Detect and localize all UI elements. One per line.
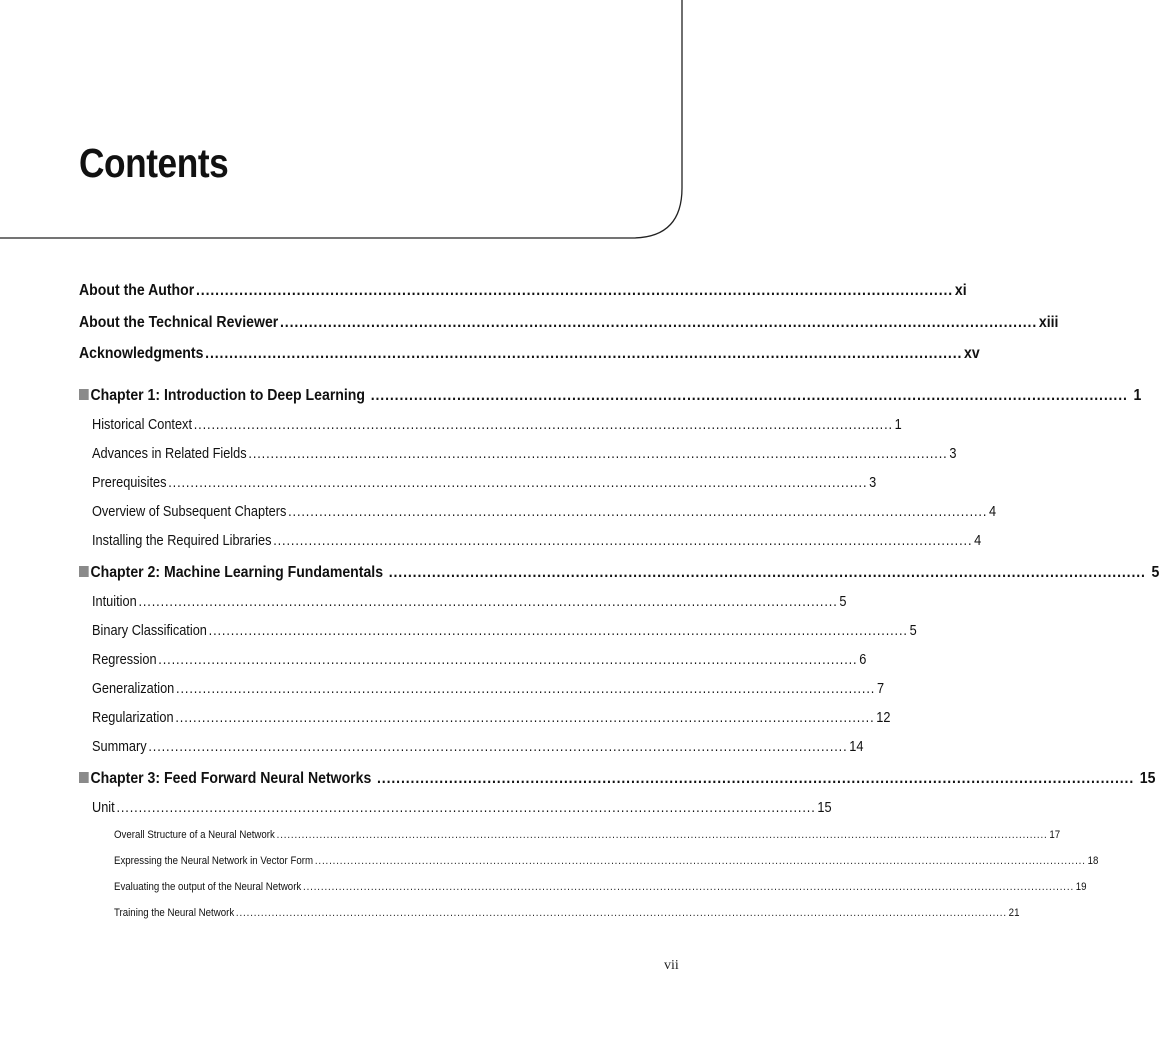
title-frame xyxy=(0,0,735,260)
toc-section[interactable] xyxy=(92,533,982,549)
leader-dots: ........................................................................................................................................................................................................................ xyxy=(235,907,1007,919)
toc-entry-about-reviewer[interactable] xyxy=(79,314,1059,332)
toc-page-number: 3 xyxy=(949,446,957,462)
page-number-folio: vii xyxy=(664,958,679,973)
leader-dots: .............................................................................................................................................................. xyxy=(148,739,848,755)
toc-page-number: 1 xyxy=(1133,387,1142,404)
leader-dots: .............................................................................................................................................................. xyxy=(175,710,875,726)
leader-dots: .............................................................................................................................................................. xyxy=(158,652,858,668)
leader-dots: .............................................................................................................................................................. xyxy=(273,533,973,549)
toc-subsection-label: Evaluating the output of the Neural Network xyxy=(114,881,302,893)
toc-section[interactable] xyxy=(92,446,957,462)
toc-section-label: Regularization xyxy=(92,710,174,726)
toc-section-label: Advances in Related Fields xyxy=(92,446,247,462)
toc-section[interactable] xyxy=(92,739,864,755)
toc-page-number: 5 xyxy=(1151,564,1159,581)
toc-page-number: 4 xyxy=(989,504,997,520)
toc-page-number: xi xyxy=(954,282,967,299)
toc-section-label: Summary xyxy=(92,739,147,755)
toc-section-label: Binary Classification xyxy=(92,623,207,639)
chapter-marker-icon xyxy=(79,772,89,783)
toc-subsection-label: Expressing the Neural Network in Vector Form xyxy=(114,855,314,867)
toc-entry-label: About the Author xyxy=(79,282,195,299)
page-title: Contents xyxy=(79,140,229,186)
toc-section[interactable] xyxy=(92,475,877,491)
chapter-marker-icon xyxy=(79,566,89,577)
toc-page-number: xv xyxy=(964,345,980,362)
toc-section[interactable] xyxy=(92,652,867,668)
leader-dots: .............................................................................................................................................................. xyxy=(370,387,1128,404)
leader-dots: .............................................................................................................................................................. xyxy=(116,800,816,816)
toc-chapter-label: Chapter 2: Machine Learning Fundamentals xyxy=(90,564,384,581)
chapter-marker-icon xyxy=(79,389,89,400)
toc-page-number: 5 xyxy=(839,594,847,610)
toc-page-number: 4 xyxy=(974,533,982,549)
toc-page-number: 1 xyxy=(894,417,902,433)
leader-dots: .............................................................................................................................................................. xyxy=(168,475,868,491)
toc-page-number: 12 xyxy=(876,710,891,726)
toc-page-number: 6 xyxy=(859,652,867,668)
toc-subsection[interactable] xyxy=(114,907,1020,919)
toc-section[interactable] xyxy=(92,710,891,726)
toc-section[interactable] xyxy=(92,800,832,816)
toc-chapter-label: Chapter 3: Feed Forward Neural Networks xyxy=(90,770,372,787)
leader-dots: .............................................................................................................................................................. xyxy=(377,770,1135,787)
toc-page-number: 15 xyxy=(1139,770,1156,787)
toc-section-label: Regression xyxy=(92,652,157,668)
leader-dots: .............................................................................................................................................................. xyxy=(248,446,948,462)
toc-page-number: 19 xyxy=(1075,881,1087,893)
toc-page-number: 3 xyxy=(869,475,877,491)
toc-section[interactable] xyxy=(92,681,885,697)
toc-chapter-2[interactable] xyxy=(79,564,1159,582)
toc-chapter-3[interactable] xyxy=(79,770,1156,788)
toc-chapter-1[interactable] xyxy=(79,387,1142,405)
leader-dots: .............................................................................................................................................................. xyxy=(205,345,963,362)
toc-page-number: 7 xyxy=(876,681,885,697)
toc-section[interactable] xyxy=(92,417,902,433)
toc-section[interactable] xyxy=(92,504,997,520)
toc-page-number: xiii xyxy=(1038,314,1059,331)
toc-page-number: 15 xyxy=(817,800,832,816)
toc-subsection-label: Training the Neural Network xyxy=(114,907,235,919)
leader-dots: .............................................................................................................................................................. xyxy=(288,504,988,520)
toc-entry-acknowledgments[interactable] xyxy=(79,345,980,363)
toc-entry-about-author[interactable] xyxy=(79,282,967,300)
toc-subsection[interactable] xyxy=(114,829,1061,841)
toc-subsection-label: Overall Structure of a Neural Network xyxy=(114,829,275,841)
leader-dots: .............................................................................................................................................................. xyxy=(138,594,838,610)
toc-page-number: 18 xyxy=(1087,855,1099,867)
leader-dots: .............................................................................................................................................................. xyxy=(193,417,893,433)
toc-page-number: 14 xyxy=(849,739,864,755)
leader-dots: ........................................................................................................................................................................................................................ xyxy=(314,855,1086,867)
toc-section-label: Prerequisites xyxy=(92,475,167,491)
toc-page-number: 21 xyxy=(1008,907,1020,919)
toc-section[interactable] xyxy=(92,623,917,639)
toc-subsection[interactable] xyxy=(114,881,1087,893)
toc-subsection[interactable] xyxy=(114,855,1099,867)
toc-section-label: Generalization xyxy=(92,681,175,697)
toc-chapter-label: Chapter 1: Introduction to Deep Learning xyxy=(90,387,366,404)
leader-dots: .............................................................................................................................................................. xyxy=(208,623,908,639)
toc-section-label: Intuition xyxy=(92,594,137,610)
toc-section-label: Unit xyxy=(92,800,115,816)
leader-dots: .............................................................................................................................................................. xyxy=(280,314,1038,331)
leader-dots: ........................................................................................................................................................................................................................ xyxy=(276,829,1048,841)
toc-page-number: 17 xyxy=(1049,829,1061,841)
leader-dots: .............................................................................................................................................................. xyxy=(388,564,1146,581)
toc-section-label: Installing the Required Libraries xyxy=(92,533,272,549)
toc-section-label: Historical Context xyxy=(92,417,192,433)
leader-dots: .............................................................................................................................................................. xyxy=(176,681,876,697)
toc-page-number: 5 xyxy=(909,623,917,639)
toc-section[interactable] xyxy=(92,594,847,610)
toc-section-label: Overview of Subsequent Chapters xyxy=(92,504,287,520)
toc-entry-label: About the Technical Reviewer xyxy=(79,314,279,331)
leader-dots: .............................................................................................................................................................. xyxy=(195,282,954,299)
leader-dots: ........................................................................................................................................................................................................................ xyxy=(303,881,1075,893)
toc-entry-label: Acknowledgments xyxy=(79,345,204,362)
